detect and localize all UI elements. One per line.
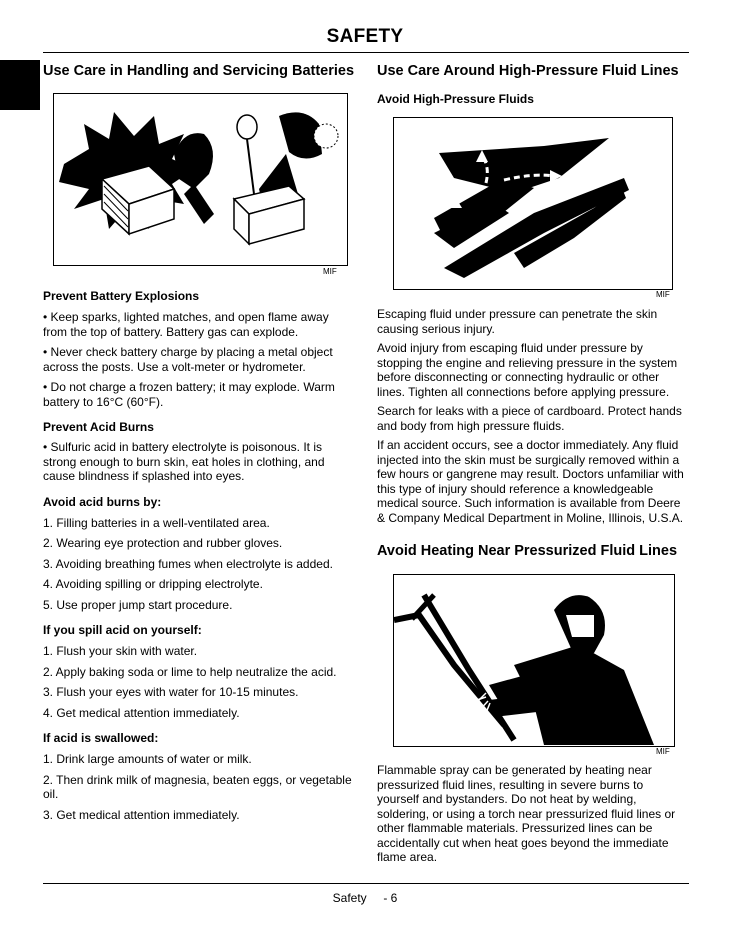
list-item: • Never check battery charge by placing a metal object across the posts. Use a volt-meter or hydrometer. bbox=[43, 345, 333, 374]
list-item: 4. Avoiding spilling or dripping electrolyte. bbox=[43, 577, 263, 591]
paragraph: Search for leaks with a piece of cardboard. Protect hands and body from high pressure fluids. bbox=[377, 404, 682, 433]
welding-torch-icon bbox=[394, 575, 674, 746]
list-item: 1. Drink large amounts of water or milk. bbox=[43, 752, 252, 766]
list-item: 1. Flush your skin with water. bbox=[43, 644, 198, 658]
list-item: • Keep sparks, lighted matches, and open flame away from the top of battery. Battery gas can explode. bbox=[43, 310, 329, 339]
list-item: 2. Wearing eye protection and rubber gloves. bbox=[43, 536, 283, 550]
list-item: 5. Use proper jump start procedure. bbox=[43, 597, 233, 612]
figure-label: MIF bbox=[656, 747, 670, 756]
explosions-title: Prevent Battery Explosions bbox=[43, 289, 200, 303]
list-item: 3. Flush your eyes with water for 10-15 minutes. bbox=[43, 685, 299, 699]
list-item: 3. Avoiding breathing fumes when electrolyte is added. bbox=[43, 556, 333, 571]
header-divider bbox=[43, 52, 689, 53]
heating-instructions bbox=[377, 763, 687, 865]
swallowed-title: If acid is swallowed: bbox=[43, 731, 159, 745]
list-item: 4. Get medical attention immediately. bbox=[43, 705, 240, 720]
list-item: 3. Get medical attention immediately. bbox=[43, 807, 240, 822]
battery-explosion-icon bbox=[54, 94, 347, 265]
battery-illustration bbox=[53, 93, 348, 266]
acid-burns-title: Prevent Acid Burns bbox=[43, 420, 154, 434]
section-tab-marker bbox=[0, 60, 40, 110]
battery-instructions bbox=[43, 289, 353, 822]
avoid-title: Avoid acid burns by: bbox=[43, 494, 162, 509]
figure-label: MIF bbox=[656, 290, 670, 299]
fluid-lines-heading: Use Care Around High-Pressure Fluid Lines bbox=[377, 63, 679, 79]
high-pressure-illustration bbox=[393, 117, 673, 290]
list-item: • Do not charge a frozen battery; it may explode. Warm battery to 16°C (60°F). bbox=[43, 380, 335, 409]
footer-divider bbox=[43, 883, 689, 884]
paragraph: If an accident occurs, see a doctor immediately. Any fluid injected into the skin must be surgically removed within a few hours or gangrene may result. Doctors unfamiliar with this type of injury should reference a knowledgeable medical source. Such information is available from Deere & Company Medical Department in Moline, Illinois, U.S.A. bbox=[377, 438, 684, 525]
fluid-instructions bbox=[377, 307, 687, 525]
list-item: 2. Apply baking soda or lime to help neutralize the acid. bbox=[43, 664, 337, 679]
list-item: • Sulfuric acid in battery electrolyte is poisonous. It is strong enough to burn skin, eat holes in clothing, and cause blindness if splashed into eyes. bbox=[43, 440, 325, 483]
list-item: 2. Then drink milk of magnesia, beaten eggs, or vegetable oil. bbox=[43, 772, 352, 801]
page-footer: Safety - 6 bbox=[332, 891, 398, 905]
page-title: SAFETY bbox=[326, 26, 404, 47]
spill-title: If you spill acid on yourself: bbox=[43, 623, 202, 637]
avoid-fluids-subheading: Avoid High-Pressure Fluids bbox=[377, 92, 534, 106]
paragraph: Flammable spray can be generated by heating near pressurized fluid lines, resulting in severe burns to yourself and bystanders. Do not heat by welding, soldering, or using a torch near pressurized fluid lines or other flammable materials. Pressurized lines can be accidentally cut when heat goes beyond the immediate flame area. bbox=[377, 763, 676, 864]
high-pressure-hand-icon bbox=[394, 118, 672, 289]
welding-illustration bbox=[393, 574, 675, 747]
paragraph: Escaping fluid under pressure can penetrate the skin causing serious injury. bbox=[377, 307, 658, 336]
heating-heading: Avoid Heating Near Pressurized Fluid Lines bbox=[377, 543, 678, 559]
list-item: 1. Filling batteries in a well-ventilated area. bbox=[43, 515, 270, 530]
battery-heading: Use Care in Handling and Servicing Batteries bbox=[43, 63, 355, 79]
paragraph: Avoid injury from escaping fluid under pressure by stopping the engine and relieving pressure in the system before disconnecting or connecting hydraulic or other lines. Tighten all connections before applying pressure. bbox=[377, 341, 678, 399]
figure-label: MIF bbox=[323, 267, 337, 276]
